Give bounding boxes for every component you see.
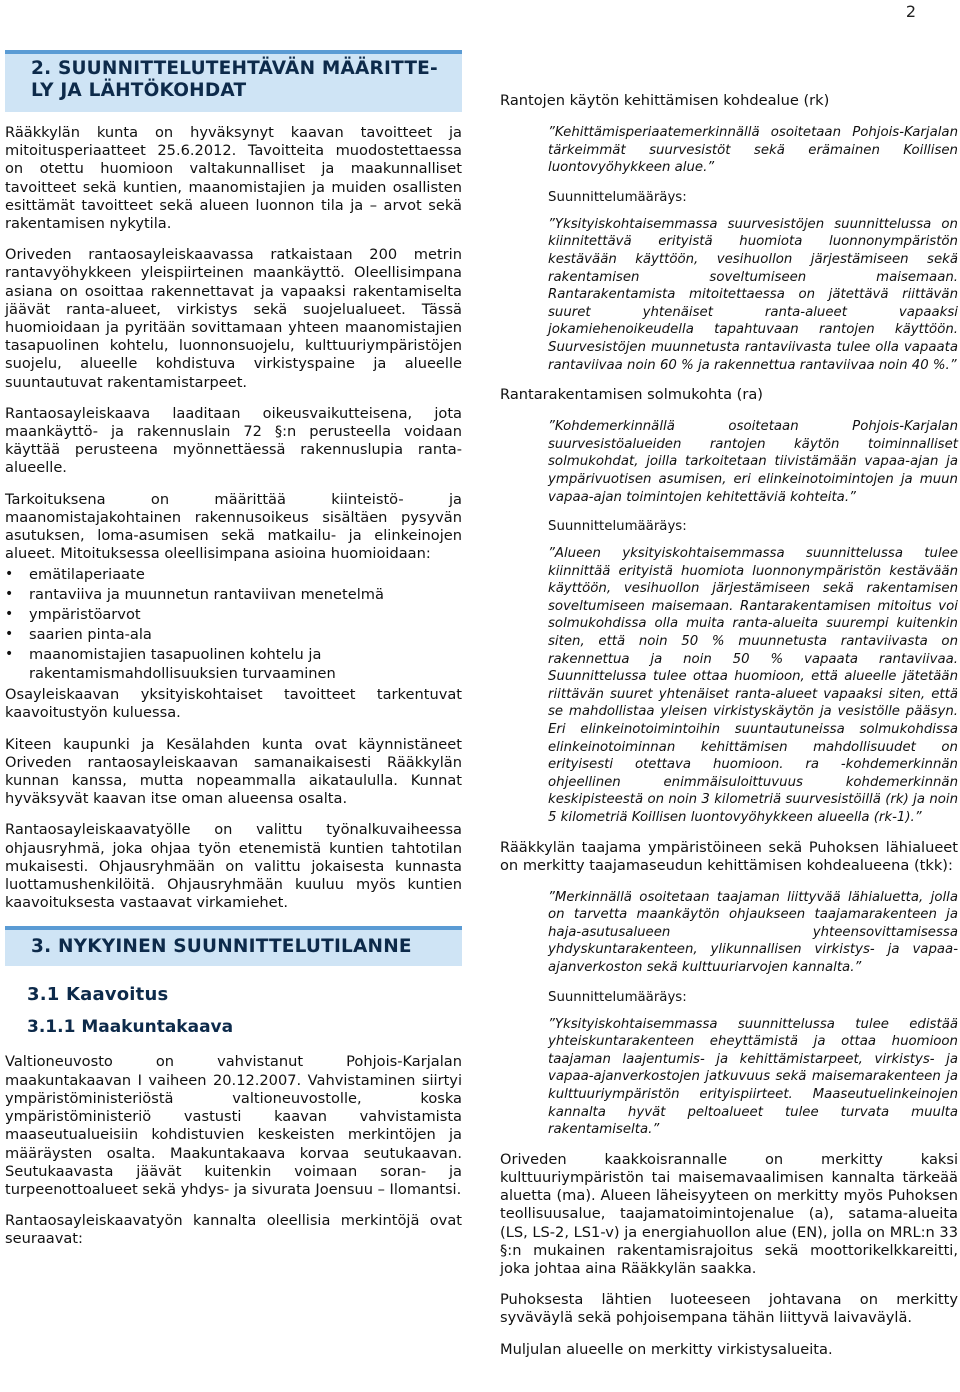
list-item: • rantaviiva ja muunnetun rantaviivan menetelmä xyxy=(29,585,462,605)
quote-block: ”Yksityiskohtaisemmassa suunnittelussa tulee edistää yhteiskuntarakenteen eheyttämistä ja ottaa huomioon taajaman laajentumis- ja kehittämistarpeet, virkistys- ja vapaa-ajanverkostojen jatkuvuus sekä maisemarakenteen ja kulttuuriympäristön erityispiirteet. Maaseutuelinkeinojen kannalta hyvät peltoalueet tulee turvata muulta rakentamiselta.” xyxy=(548,1016,958,1138)
subsection-heading-3-1: 3.1 Kaavoitus xyxy=(27,984,169,1006)
right-column xyxy=(500,92,958,1372)
paragraph: Kiteen kaupunki ja Kesälahden kunta ovat käynnistäneet Oriveden rantaosayleiskaavan samanaikaisesti Rääkkylän kunnan kanssa, mutta nopeammalla aikataululla. Kunnat hyväksyvät kaavan itse oman alueensa osalta. xyxy=(5,735,462,808)
paragraph: Tarkoituksena on määrittää kiinteistö- ja maanomistajakohtainen rakennusoikeus sisältäen pysyvän asutuksen, loma-asumisen sekä matkailu- ja elinkeinojen alueet. Mitoituksessa oleellisimpana asioina huomioidaan: xyxy=(5,490,462,563)
subsection-heading-3-1-1: 3.1.1 Maakuntakaava xyxy=(27,1017,234,1038)
bullet-list xyxy=(5,565,462,684)
paragraph: Oriveden kaakkoisrannalle on merkitty kaksi kulttuuriympäristön tai maisemavaalimisen kannalta tärkeää aluetta (ma). Alueen läheisyyteen on merkitty myös Puhoksen teollisuusalue, taajamatoimintojenalue (a), satama-alueita (LS, LS-2, LS1-v) ja energiahuollon alue (EN), jolla on MRL:n 33 §:n mukainen rakentamisrajoitus sekä moottorikelkkareitti, joka johtaa aina Rääkkylän saakka. xyxy=(500,1150,958,1277)
planning-regulation-label: Suunnittelumääräys: xyxy=(548,989,687,1005)
paragraph: Rantaosayleiskaavatyön kannalta oleellisia merkintöjä ovat seuraavat: xyxy=(5,1212,462,1248)
quote-block: ”Merkinnällä osoitetaan taajaman liittyvää lähialuetta, jolla on tarvetta maankäytön ohjaukseen taajamarakenteen ja haja-asutusalueen yhteensovittamisessa yhdyskuntarakenteen, ylikunnallisen virkistys- ja vapaa-ajanverkoston sekä kulttuuriarvojen kannalta.” xyxy=(548,889,958,975)
paragraph: Osayleiskaavan yksityiskohtaiset tavoitteet tarkentuvat kaavoitustyön kuluessa. xyxy=(5,686,462,722)
designation-label-ra: Rantarakentamisen solmukohta (ra) xyxy=(500,386,763,404)
planning-regulation-label: Suunnittelumääräys: xyxy=(548,519,687,535)
quote-block: ”Kohdemerkinnällä osoitetaan Pohjois-Karjalan suurvesistöalueiden rantojen käytön toiminnalliset solmukohdat, joilla tarkoitetaan tiivistämään vapaa-ajan ja ympärivuotisen asumisen, eri elinkeinotoimintojen ja muun vapaa-ajan toimintojen kehitettäviä kohteita.” xyxy=(548,419,958,505)
list-item: • saarien pinta-ala xyxy=(29,625,462,645)
paragraph: Rantaosayleiskaava laaditaan oikeusvaikutteisena, jota maankäyttö- ja rakennuslain 72 §:n perusteella voidaan käyttää perusteena myönnettäessä rakennuslupia ranta-alueelle. xyxy=(5,404,462,477)
quote-block: ”Kehittämisperiaatemerkinnällä osoitetaan Pohjois-Karjalan tärkeimmät suurvesistöt sekä erämainen Koillisen luontovyöhykkeen alue.” xyxy=(548,125,958,176)
paragraph: Rääkkylän kunta on hyväksynyt kaavan tavoitteet ja mitoitusperiaatteet 25.6.2012. Tavoitteita muodostettaessa on otettu huomioon valtakunnalliset ja maakunnalliset tavoitteet sekä kuntien, maanomistajien ja muiden osallisten esittämät tavoitteet sekä alueen luonnon tila ja – arvot sekä rakentamisen nykytila. xyxy=(5,124,462,233)
list-item: • maanomistajien tasapuolinen kohtelu ja rakentamismahdollisuuksien turvaaminen xyxy=(29,645,462,685)
section-heading-2: 2. SUUNNITTELUTEHTÄVÄN MÄÄRITTE-LY JA LÄHTÖKOHDAT xyxy=(5,50,462,112)
page-number: 2 xyxy=(905,2,916,21)
list-item: • emätilaperiaate xyxy=(29,565,462,585)
paragraph: Oriveden rantaosayleiskaavassa ratkaistaan 200 metrin rantavyöhykkeen yleispiirteinen maankäyttö. Oleellisimpana asiana on osoittaa rakennettavat ja vapaaksi rakentamiselta jäävät ranta-alueet, virkistys sekä suojelualueet. Tässä huomioidaan ja pyritään sovittamaan yhteen maanomistajien tasapuolinen kohtelu, luonnonsuojelu, kulttuuriympäristöjen suojelu, alueelle kohdistuva virkistyspaine ja alueelle suuntautuvat rakentamistarpeet. xyxy=(5,246,462,391)
paragraph: Rantaosayleiskaavatyölle on valittu työnalkuvaiheessa ohjausryhmä, joka ohjaa työn etenemistä kuntien tahtotilan mukaisesti. Ohjausryhmään on valittu jokaisesta kunnasta luottamushenkilöitä. Ohjausryhmään kuuluu myös kuntien kaavoituksesta vastaavat virkamiehet. xyxy=(5,821,462,912)
quote-block: ”Alueen yksityiskohtaisemmassa suunnittelussa tulee kiinnittää erityistä huomiota luonnonympäristön kestävään käyttöön, vesihuollon järjestämiseen sekä rakentamisen soveltumiseen maisemaan. Rantarakentamisen mitoitus voi solmukohdissa olla muita ranta-alueita suurempi kuitenkin siten, että noin 50 % muunnetusta rantaviivasta on rakennettua ja noin 50 % vapaata rantaviivaa. Suunnittelussa tulee ottaa huomioon, että alueelle jätetään riittävän suuret yhtenäiset ranta-alueet vapaaksi siten, että se mahdollistaa yleisen virkistyskäytön ja vesistölle pääsyn. Eri elinkeinotoimintoihin suuntautuneissa solmukohdissa elinkeinotoiminnan kehittämisen mahdollisuudet on erityisesti otettava huomioon. ra -kohdemerkinnän ohjeellinen enimmäisuloittuvuus kohdemerkinnän keskipisteestä on noin 3 kilometriä suurvesistöillä (rk) ja noin 5 kilometriä Koillisen luontovyöhykkeen alueella (rk-1).” xyxy=(548,546,958,825)
designation-label-rk: Rantojen käytön kehittämisen kohdealue (rk) xyxy=(500,92,830,109)
left-column xyxy=(5,50,462,1262)
paragraph: Valtioneuvosto on vahvistanut Pohjois-Karjalan maakuntakaavan I vaiheen 20.12.2007. Vahvistaminen siirtyi ympäristöministeriöstä valtioneuvostolle, koska ympäristöministeriö vastusti kaavan vahvistamista maaseutualueisiin kohdistuvien keskeisten merkintöjen ja määräysten osalta. Maakuntakaava korvaa seutukaavan. Seutukaavasta jäävät kuitenkin voimaan soran- ja turpeenottoalueet sekä yhdys- ja sivurata Joensuu – Ilomantsi. xyxy=(5,1053,462,1198)
list-item: • ympäristöarvot xyxy=(29,605,462,625)
paragraph: Puhoksesta lähtien luoteeseen johtavana on merkitty syväväylä sekä pohjoisempana tähän liittyvä laivaväylä. xyxy=(500,1291,958,1327)
planning-regulation-label: Suunnittelumääräys: xyxy=(548,189,687,205)
section-heading-3: 3. NYKYINEN SUUNNITTELUTILANNE xyxy=(5,926,462,966)
quote-block: ”Yksityiskohtaisemmassa suurvesistöjen suunnittelussa on kiinnitettävä erityistä huomiota luonnonympäristön kestävään käyttöön, vesihuollon järjestämiseen sekä rakentamisen soveltumiseen maisemaan. Rantarakentamista mitoitettaessa on jätettävä riittävän suuret yhtenäiset ranta-alueet vapaaksi jokamiehenoikeudella tapahtuvaan rantojen käyttöön. Suurvesistöjen muunnetusta rantaviivasta tulee olla vapaata rantaviivaa noin 60 % ja rakennettua rantaviivaa noin 40 %.” xyxy=(548,216,958,373)
designation-label-tkk: Rääkkylän taajama ympäristöineen sekä Puhoksen lähialueet on merkitty taajamaseudun kehittämisen kohdealueena (tkk): xyxy=(500,838,958,874)
paragraph: Muljulan alueelle on merkitty virkistysalueita. xyxy=(500,1340,833,1358)
